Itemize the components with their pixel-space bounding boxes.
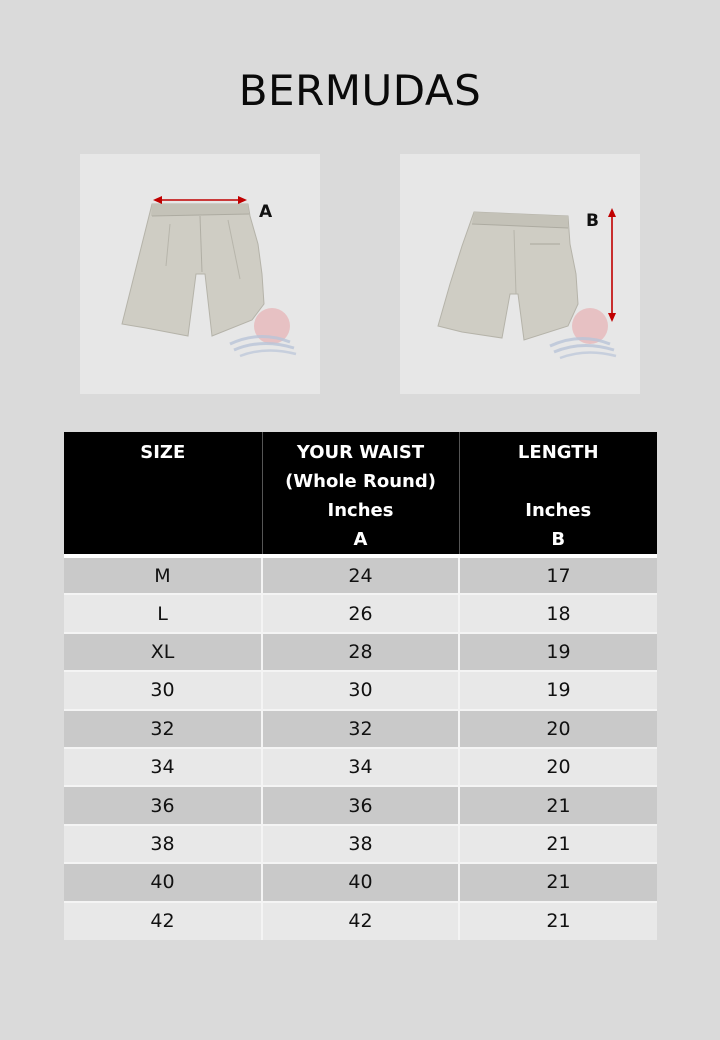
table-row — [64, 748, 657, 786]
size-chart-table — [64, 432, 657, 940]
cell-size: 34 — [64, 748, 262, 786]
shorts-front-illustration — [80, 154, 320, 394]
cell-length: 21 — [459, 863, 657, 901]
cell-size: 32 — [64, 710, 262, 748]
cell-length: 17 — [459, 556, 657, 594]
cell-size: XL — [64, 633, 262, 671]
table-row — [64, 710, 657, 748]
cell-length: 21 — [459, 902, 657, 940]
cell-size: 38 — [64, 825, 262, 863]
cell-waist: 32 — [262, 710, 459, 748]
cell-length: 21 — [459, 786, 657, 824]
cell-length: 20 — [459, 710, 657, 748]
cell-waist: 28 — [262, 633, 459, 671]
cell-waist: 24 — [262, 556, 459, 594]
cell-waist: 34 — [262, 748, 459, 786]
cell-size: 40 — [64, 863, 262, 901]
cell-waist: 36 — [262, 786, 459, 824]
cell-length: 21 — [459, 825, 657, 863]
measurement-label-a: A — [259, 202, 273, 222]
cell-size: 36 — [64, 786, 262, 824]
cell-length: 19 — [459, 633, 657, 671]
header-size: SIZE — [64, 432, 262, 556]
header-waist: YOUR WAIST (Whole Round) Inches A — [262, 432, 459, 556]
table-row — [64, 633, 657, 671]
cell-waist: 42 — [262, 902, 459, 940]
table-row — [64, 786, 657, 824]
shorts-back-illustration — [400, 154, 640, 394]
cell-waist: 40 — [262, 863, 459, 901]
measurement-label-b: B — [586, 211, 599, 231]
page-title: BERMUDAS — [238, 66, 482, 115]
header-length: LENGTH Inches B — [459, 432, 657, 556]
cell-length: 20 — [459, 748, 657, 786]
cell-waist: 30 — [262, 671, 459, 709]
back-view-image — [400, 154, 640, 394]
table-header-row — [64, 432, 657, 556]
cell-length: 18 — [459, 594, 657, 632]
table-row — [64, 825, 657, 863]
length-arrow-icon — [608, 208, 616, 322]
cell-size: 30 — [64, 671, 262, 709]
table-row — [64, 671, 657, 709]
cell-size: 42 — [64, 902, 262, 940]
cell-waist: 26 — [262, 594, 459, 632]
table-row — [64, 556, 657, 594]
cell-length: 19 — [459, 671, 657, 709]
cell-waist: 38 — [262, 825, 459, 863]
table-row — [64, 863, 657, 901]
waist-arrow-icon — [153, 196, 247, 204]
cell-size: M — [64, 556, 262, 594]
table-row — [64, 902, 657, 940]
front-view-image — [80, 154, 320, 394]
cell-size: L — [64, 594, 262, 632]
table-row — [64, 594, 657, 632]
